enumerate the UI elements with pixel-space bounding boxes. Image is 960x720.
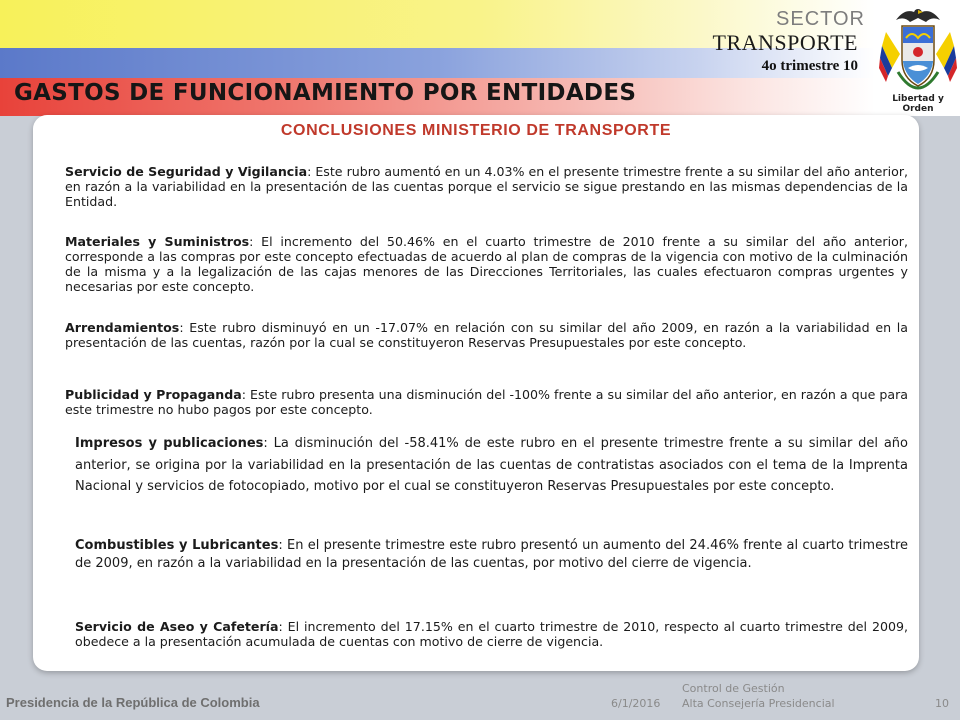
paragraph-heading: Impresos y publicaciones xyxy=(75,436,264,451)
paragraph-impresos xyxy=(75,433,908,498)
footer-control-line2: Alta Consejería Presidencial xyxy=(682,697,835,710)
paragraph-text: : Este rubro presenta una disminución del -100% frente a su similar del año anterior, en razón a que para este trimestre no hubo pagos por este concepto. xyxy=(65,387,908,417)
paragraph-text: : Este rubro disminuyó en un -17.07% en relación con su similar del año 2009, en razón a la variabilidad en la presentación de las cuentas, razón por la cual se constituyeron Reservas Presupuestales por este concepto. xyxy=(65,320,908,350)
paragraph-heading: Arrendamientos xyxy=(65,320,180,335)
footer-organization: Presidencia de la República de Colombia xyxy=(6,695,260,710)
footer-date: 6/1/2016 xyxy=(611,697,661,710)
paragraph-combustibles xyxy=(75,537,908,573)
paragraph-materiales xyxy=(65,234,908,294)
logo-motto: Libertad y Orden xyxy=(892,94,944,114)
paragraph-text: : El incremento del 17.15% en el cuarto trimestre de 2010, respecto al cuarto trimestre del 2009, obedece a la presentación acumulada de cuentas con motivo de cierre de vigencia. xyxy=(75,619,908,649)
paragraph-publicidad xyxy=(65,387,908,417)
content-panel xyxy=(33,115,919,671)
colombia-coat-of-arms-icon xyxy=(878,2,958,114)
paragraph-text: : Este rubro aumentó en un 4.03% en el presente trimestre frente a su similar del año anterior, en razón a la variabilidad en la presentación de las cuentas porque el servicio se sigue prestando en las mismas dependencias de la Entidad. xyxy=(65,164,908,209)
paragraph-heading: Combustibles y Lubricantes xyxy=(75,538,279,553)
transporte-label: TRANSPORTE xyxy=(712,30,858,55)
paragraph-heading: Servicio de Seguridad y Vigilancia xyxy=(65,164,308,179)
paragraph-seguridad xyxy=(65,164,908,209)
paragraph-aseo xyxy=(75,619,908,649)
paragraph-heading: Materiales y Suministros xyxy=(65,234,250,249)
paragraph-heading: Publicidad y Propaganda xyxy=(65,387,242,402)
sector-label: SECTOR xyxy=(776,8,865,30)
paragraph-text: : El incremento del 50.46% en el cuarto trimestre de 2010 frente a su similar del año anterior, corresponde a las compras por este concepto efectuadas de acuerdo al plan de compras de la vigencia con motivo de la culminación de la misma y a la legalización de las cajas menores de las Direcciones Territoriales, las cuales efectuaron compras urgentes y necesarias por este concepto. xyxy=(65,234,908,294)
coat-of-arms-graphic xyxy=(878,2,958,100)
footer-control-line1: Control de Gestión xyxy=(682,682,785,695)
paragraph-text: : En el presente trimestre este rubro presentó un aumento del 24.46% frente al cuarto trimestre de 2009, en razón a la variabilidad en la presentación de las cuentas, por motivo del cierre de vigencia. xyxy=(75,538,908,571)
panel-title: CONCLUSIONES MINISTERIO DE TRANSPORTE xyxy=(280,122,672,139)
paragraph-text: : La disminución del -58.41% de este rubro en el presente trimestre frente a su similar del año anterior, se origina por la variabilidad en la presentación de las cuentas de contratistas asociados con el tema de la Imprenta Nacional y servicios de fotocopiado, motivo por el cual se constituyeron Reservas Presupuestales por este concepto. xyxy=(75,436,908,494)
page-title: GASTOS DE FUNCIONAMIENTO POR ENTIDADES xyxy=(14,80,637,106)
paragraph-heading: Servicio de Aseo y Cafetería xyxy=(75,619,279,634)
paragraph-arrendamientos xyxy=(65,320,908,350)
footer-page-number: 10 xyxy=(935,697,949,710)
trimestre-label: 4o trimestre 10 xyxy=(761,58,858,74)
